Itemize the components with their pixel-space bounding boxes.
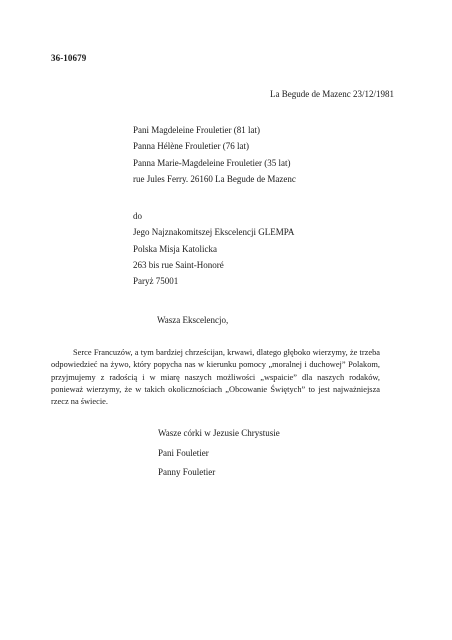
recipient-address-block	[133, 208, 294, 289]
recipient-line: Polska Misja Katolicka	[133, 243, 217, 254]
sender-address-block	[133, 122, 296, 187]
sender-line: Panna Marie-Magdeleine Frouletier (35 lat)	[133, 157, 291, 168]
salutation: Wasza Ekscelencjo,	[157, 315, 229, 325]
recipient-line: Paryż 75001	[133, 276, 179, 287]
document-reference-number: 36-10679	[51, 53, 87, 63]
closing-line: Wasze córki w Jezusie Chrystusie	[158, 428, 280, 438]
sender-line: Pani Magdeleine Frouletier (81 lat)	[133, 125, 260, 135]
sender-line: rue Jules Ferry. 26160 La Begude de Mazenc	[133, 173, 296, 184]
letter-body-paragraph: Serce Francuzów, a tym bardziej chrześcijan, krwawi, dlatego głęboko wierzymy, że trzeba odpowiedzieć na żywo, który popycha nas w kierunku pomocy „moralnej i duchowej” Polakom, przyjmujemy z radością i w miarę naszych możliwości „wspaicie” dla naszych rodaków, ponieważ wierzymy, że w takich okolicznościach „Obcowanie Świętych” to jest najważniejsza rzecz na świecie.	[51, 348, 380, 407]
place-and-date: La Begude de Mazenc 23/12/1981	[270, 89, 394, 99]
closing-signature-block	[158, 424, 280, 483]
recipient-line: Jego Najznakomitszej Ekscelencji GLEMPA	[133, 227, 295, 238]
recipient-line: 263 bis rue Saint-Honoré	[133, 259, 224, 270]
signature-line: Panny Fouletier	[158, 467, 216, 477]
signature-line: Pani Fouletier	[158, 447, 209, 458]
recipient-line: do	[133, 211, 142, 221]
sender-line: Panna Hélène Frouletier (76 lat)	[133, 141, 249, 152]
